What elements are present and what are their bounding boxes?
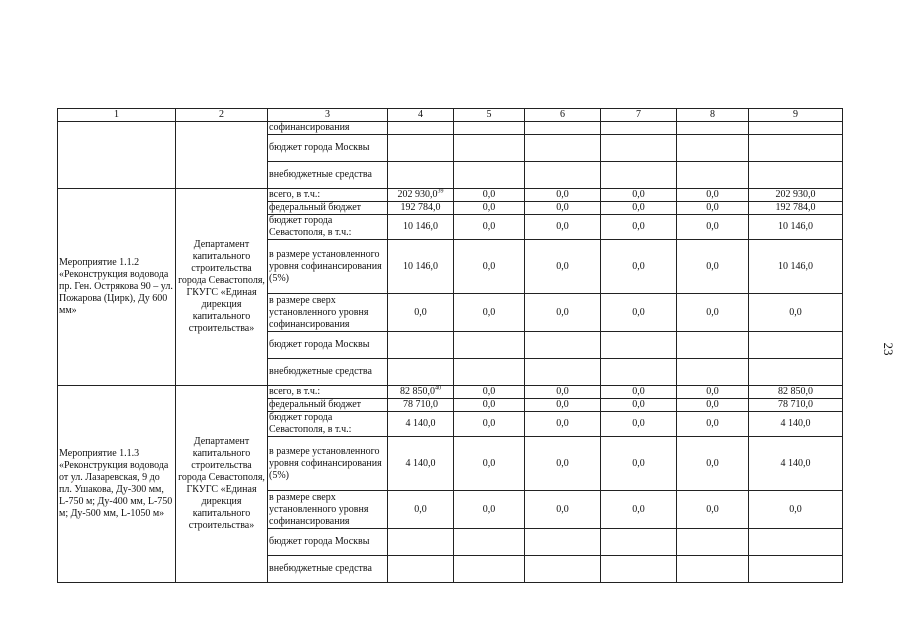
value-text: 0,0 [706,189,719,200]
row-label: бюджет города Севастополя, в т.ч.: [268,412,388,437]
row-label: внебюджетные средства [268,556,388,583]
value-text: 0,0 [556,306,569,318]
value-cell [388,412,454,437]
value-cell [749,529,843,556]
value-cell [388,122,454,135]
value-cell [677,202,749,215]
value-cell [454,386,525,399]
value-cell [677,240,749,294]
table-row [58,189,843,202]
row-label: федеральный бюджет [268,202,388,215]
value-cell [388,294,454,332]
value-cell [601,412,677,437]
value-text: 0,0 [556,260,569,272]
value-cell [749,202,843,215]
value-cell [601,189,677,202]
value-cell [525,294,601,332]
value-text: 82 850,0 [400,386,435,397]
row-label: в размере сверх установленного уровня софинансирования [268,294,388,332]
measure-name: Мероприятие 1.1.2 «Реконструкция водовода пр. Ген. Острякова 90 – ул. Пожарова (Цирк), Ду 600 мм» [58,189,176,386]
value-cell [601,135,677,162]
value-cell [525,529,601,556]
value-cell [601,202,677,215]
value-cell [677,412,749,437]
row-label: бюджет города Севастополя, в т.ч.: [268,215,388,240]
value-cell [749,556,843,583]
value-text: 10 146,0 [403,221,438,232]
value-cell [454,491,525,529]
row-label: в размере установленного уровня софинансирования (5%) [268,240,388,294]
value-cell [388,189,454,202]
value-text: 0,0 [556,202,569,213]
value-text: 0,0 [556,189,569,200]
value-cell [388,359,454,386]
value-cell [749,386,843,399]
column-header: 1 [58,109,176,122]
value-cell [388,437,454,491]
value-text: 0,0 [414,503,427,515]
value-cell [601,162,677,189]
row-label: бюджет города Москвы [268,529,388,556]
row-label: всего, в т.ч.: [268,386,388,399]
row-label: бюджет города Москвы [268,135,388,162]
row-label: федеральный бюджет [268,399,388,412]
row-label: всего, в т.ч.: [268,189,388,202]
value-cell [454,135,525,162]
value-text: 0,0 [706,306,719,318]
value-cell [454,215,525,240]
value-cell [601,556,677,583]
value-text: 0,0 [632,189,645,200]
value-text: 192 784,0 [775,202,816,213]
budget-table [57,108,843,583]
value-cell [454,294,525,332]
value-text: 0,0 [632,202,645,213]
value-text: 0,0 [482,386,496,397]
value-cell [525,399,601,412]
row-label: внебюджетные средства [268,359,388,386]
value-text: 0,0 [556,418,569,429]
value-cell [388,202,454,215]
value-text: 0,0 [632,418,645,429]
value-text: 78 710,0 [403,399,438,410]
value-cell [677,332,749,359]
value-text: 0,0 [556,221,569,232]
value-cell [749,215,843,240]
value-cell [677,359,749,386]
value-cell [525,359,601,386]
value-text: 0,0 [482,503,496,515]
measure-name: Мероприятие 1.1.3 «Реконструкция водовода от ул. Лазаревская, 9 до пл. Ушакова, Ду-300 мм, L-750 м; Ду-400 мм, L-750 м; Ду-500 мм, L-1050 м» [58,386,176,583]
row-label: в размере установленного уровня софинансирования (5%) [268,437,388,491]
value-cell [525,135,601,162]
value-cell [388,135,454,162]
value-cell [749,437,843,491]
value-cell [677,215,749,240]
value-cell [388,491,454,529]
value-text: 0,0 [482,457,496,469]
value-cell [677,437,749,491]
value-text: 0,0 [706,221,719,232]
value-cell [749,491,843,529]
value-cell [677,556,749,583]
value-cell [454,122,525,135]
value-cell [749,399,843,412]
value-text: 0,0 [706,457,719,469]
column-header: 8 [677,109,749,122]
value-cell [677,529,749,556]
value-text: 0,0 [706,260,719,272]
value-cell [601,359,677,386]
value-text: 0,0 [632,457,645,469]
value-text: 4 140,0 [780,418,811,429]
value-text: 0,0 [482,399,496,410]
value-cell [677,386,749,399]
value-cell [677,294,749,332]
value-cell [525,122,601,135]
value-text: 0,0 [556,386,569,397]
value-cell [525,412,601,437]
value-cell [525,189,601,202]
value-cell [749,135,843,162]
value-cell [601,437,677,491]
executor-name: Департамент капитального строительства города Севастополя, ГКУГС «Единая дирекция капитального строительства» [176,189,268,386]
value-cell [749,359,843,386]
value-cell [454,556,525,583]
value-cell [454,189,525,202]
value-cell [454,240,525,294]
column-header: 5 [454,109,525,122]
value-text: 0,0 [632,503,645,515]
value-cell [525,556,601,583]
value-cell [388,386,454,399]
value-cell [677,162,749,189]
value-text: 4 140,0 [780,457,811,469]
value-text: 10 146,0 [778,260,813,272]
row-label: в размере сверх установленного уровня софинансирования [268,491,388,529]
value-cell [749,189,843,202]
column-header: 6 [525,109,601,122]
value-cell [749,240,843,294]
value-text: 10 146,0 [403,260,438,272]
value-text: 0,0 [706,503,719,515]
value-cell [525,215,601,240]
value-cell [749,122,843,135]
value-cell [601,386,677,399]
value-cell [601,294,677,332]
executor-name: Департамент капитального строительства города Севастополя, ГКУГС «Единая дирекция капитального строительства» [176,386,268,583]
value-cell [454,399,525,412]
value-cell [677,399,749,412]
value-cell [388,399,454,412]
value-cell [601,215,677,240]
value-cell [388,240,454,294]
value-cell [525,386,601,399]
value-cell [525,437,601,491]
value-cell [454,162,525,189]
value-text: 4 140,0 [405,457,436,469]
value-text: 0,0 [556,399,569,410]
value-cell [601,122,677,135]
value-text: 0,0 [482,189,496,200]
value-text: 0,0 [556,503,569,515]
value-cell [677,189,749,202]
table-header-row [58,109,843,122]
value-text: 0,0 [414,306,427,318]
value-cell [601,332,677,359]
column-header: 2 [176,109,268,122]
value-text: 0,0 [789,306,802,318]
value-text: 202 930,0 [397,189,438,200]
row-label: софинансирования [268,122,388,135]
value-text: 0,0 [482,418,496,429]
value-cell [454,412,525,437]
value-cell [388,332,454,359]
value-text: 0,0 [706,386,719,397]
value-text: 0,0 [556,457,569,469]
value-cell [677,135,749,162]
value-cell [525,240,601,294]
value-text: 0,0 [482,221,496,232]
value-cell [525,491,601,529]
value-text: 0,0 [632,306,645,318]
continued-cell [58,122,176,189]
column-header: 3 [268,109,388,122]
value-cell [454,359,525,386]
value-cell [749,294,843,332]
value-text: 202 930,0 [775,189,816,200]
value-text: 0,0 [482,306,496,318]
value-cell [749,162,843,189]
value-cell [601,529,677,556]
value-text: 10 146,0 [778,221,813,232]
value-cell [601,240,677,294]
continued-cell [176,122,268,189]
value-text: 192 784,0 [400,202,441,213]
value-cell [454,437,525,491]
column-header: 4 [388,109,454,122]
footnote-mark: 40 [435,385,441,392]
value-text: 0,0 [632,260,645,272]
column-header: 9 [749,109,843,122]
value-cell [677,491,749,529]
value-text: 0,0 [706,399,719,410]
value-text: 0,0 [632,386,645,397]
row-label: внебюджетные средства [268,162,388,189]
value-text: 4 140,0 [405,418,436,429]
value-cell [525,202,601,215]
value-cell [388,556,454,583]
row-label: бюджет города Москвы [268,332,388,359]
value-cell [454,202,525,215]
page-number: 23 [881,342,896,356]
value-cell [601,491,677,529]
value-cell [454,529,525,556]
value-cell [388,529,454,556]
table-row [58,122,843,135]
value-text: 0,0 [482,202,496,213]
value-cell [749,332,843,359]
footnote-mark: 39 [437,188,444,195]
value-text: 0,0 [632,221,645,232]
value-cell [388,162,454,189]
value-text: 78 710,0 [778,399,813,410]
value-text: 0,0 [706,202,719,213]
value-cell [677,122,749,135]
value-text: 82 850,0 [778,386,813,397]
value-cell [749,412,843,437]
value-text: 0,0 [706,418,719,429]
value-cell [454,332,525,359]
value-text: 0,0 [632,399,645,410]
value-text: 0,0 [789,503,802,515]
value-cell [601,399,677,412]
table-row [58,386,843,399]
value-cell [525,162,601,189]
column-header: 7 [601,109,677,122]
value-cell [525,332,601,359]
value-text: 0,0 [482,260,496,272]
value-cell [388,215,454,240]
